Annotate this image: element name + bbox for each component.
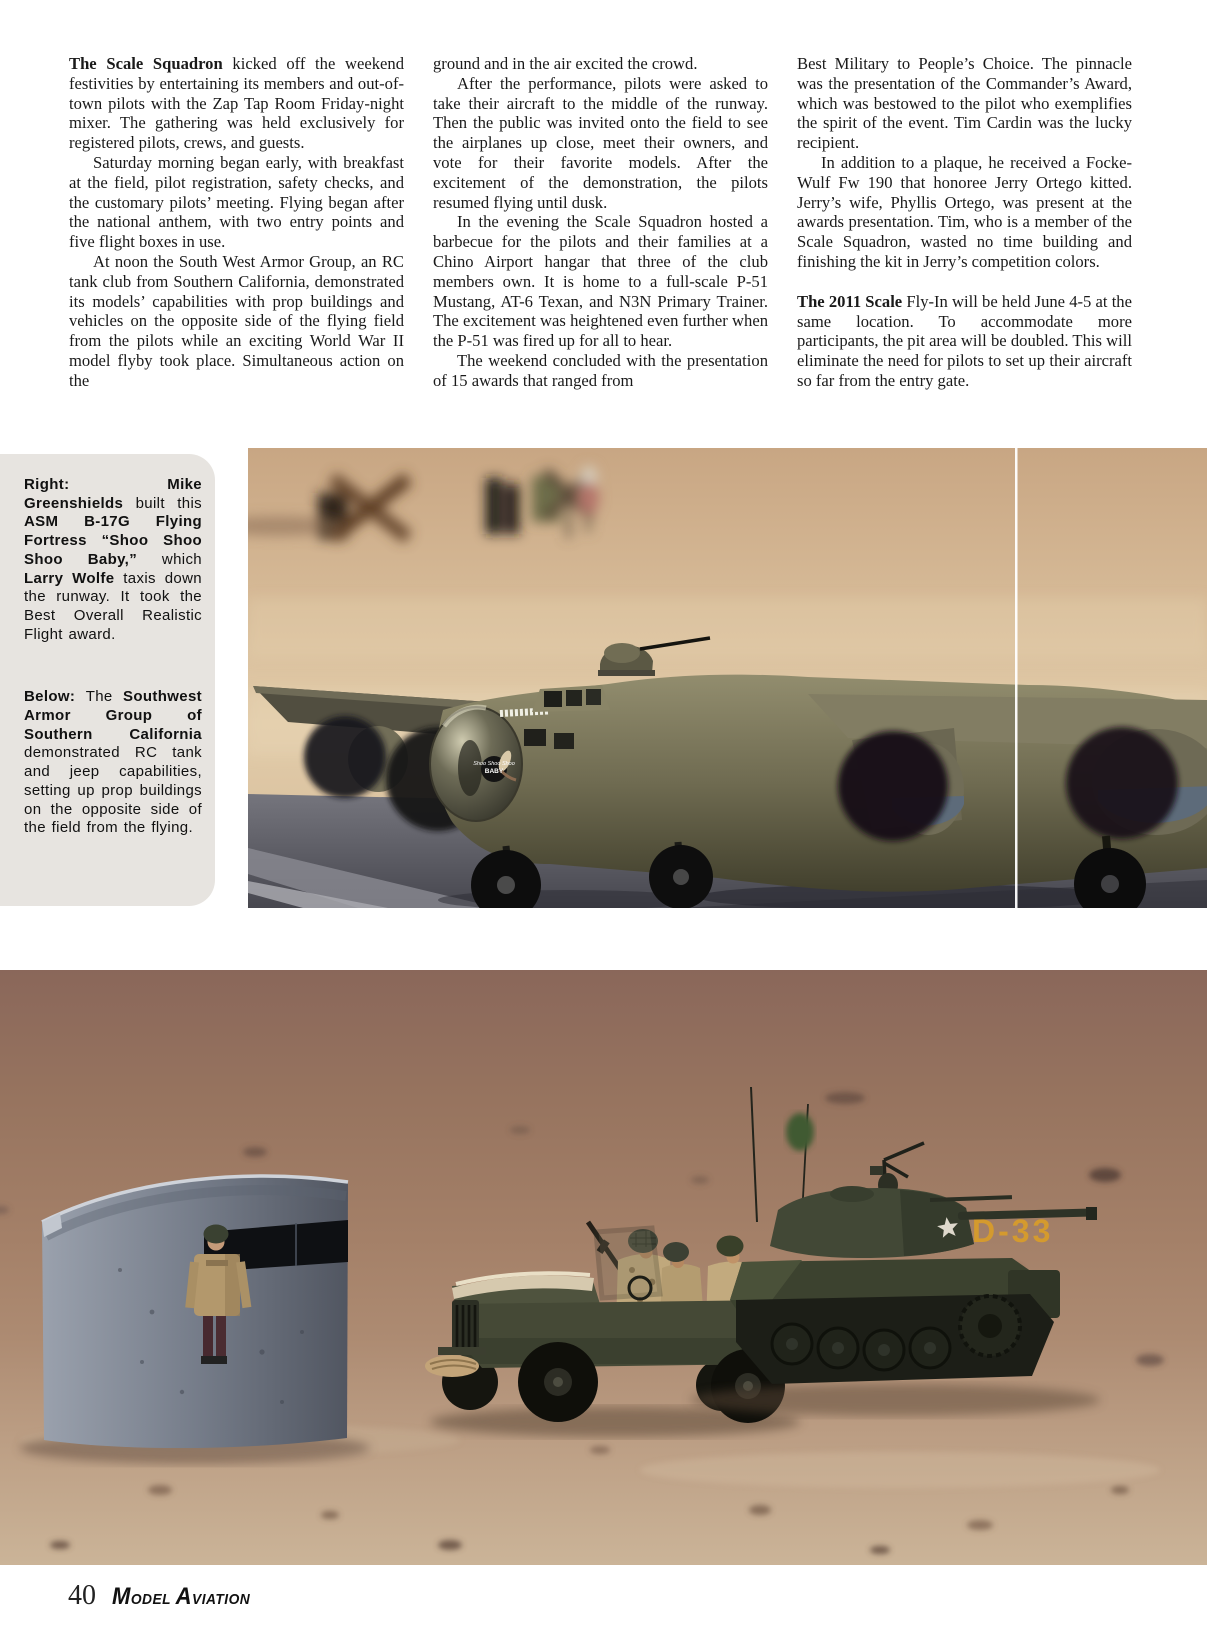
- paragraph: ground and in the air excited the crowd.: [433, 54, 698, 73]
- paragraph: At noon the South West Armor Group, an RC tank club from Southern California, demonstrated its models’ capabilities with prop buildings and vehicles on the opposite side of the flying field from the pilots while an exciting World War II model flyby took place. Simultaneous action on the: [69, 251, 404, 390]
- engine-nacelle-right-inner: [838, 728, 964, 841]
- paragraph: The weekend concluded with the presentation of 15 awards that ranged from: [433, 350, 768, 390]
- armor-photo-illustration: [0, 970, 1207, 1565]
- magazine-logo-word: AVIATION: [175, 1583, 251, 1610]
- caption-bold-text: ASM B-17G Flying Fortress “Shoo Shoo Shoo Baby,”: [24, 513, 202, 568]
- article-column-2: [433, 54, 768, 391]
- paragraph-lead: The 2011 Scale: [797, 291, 903, 311]
- tank-marking-text: D-33: [972, 1213, 1054, 1249]
- caption-right: [24, 476, 202, 644]
- nose-art-name-line1: Shoo Shoo Shoo: [473, 761, 515, 767]
- camo-foliage: [786, 1113, 814, 1151]
- soldier-helmet: [204, 1225, 229, 1244]
- caption-bold-text: Larry Wolfe: [24, 569, 115, 587]
- prop-building-cylinder: [20, 1176, 370, 1464]
- paragraph: Saturday morning began early, with breakfast at the field, pilot registration, safety checks, and the customary pilots’ meeting. Flying began after the national anthem, with two entry points and five flight boxes in use.: [69, 152, 404, 252]
- b17-photo-illustration: [248, 448, 1207, 908]
- paragraph: After the performance, pilots were asked to take their aircraft to the middle of the runway. Then the public was invited onto the field to see the airplanes up close, meet their owners, and vote for their favorite models. After the excitement of the demonstration, the pilots resumed flying until dusk.: [433, 73, 768, 212]
- magazine-logo: [112, 1583, 255, 1611]
- cheek-window: [554, 733, 574, 749]
- cockpit-windows: [532, 685, 610, 712]
- paragraph-lead: The Scale Squadron: [69, 54, 223, 73]
- caption-bold-text: Right: Mike Greenshields: [24, 476, 202, 512]
- article-body: [69, 54, 1133, 391]
- magazine-logo-word: MODEL: [112, 1583, 172, 1610]
- propeller-blur: [304, 716, 386, 798]
- nose-art-name-line2: BABY: [484, 768, 504, 775]
- paragraph-text: Fly-In will be held June 4-5 at the same location. To accommodate more participants, the pit area will be doubled. This will eliminate the need for pilots to set up their aircraft so far from the entry gate.: [797, 291, 1132, 390]
- article-column-1: [69, 54, 404, 391]
- caption-bold-text: Southwest Armor Group of Southern California: [24, 688, 202, 743]
- page-number: 40: [68, 1580, 96, 1611]
- paragraph: Best Military to People’s Choice. The pinnacle was the presentation of the Commander’s Award, which was bestowed to the pilot who exemplifies the spirit of the event. Tim Cardin was the lucky recipient.: [797, 54, 1132, 153]
- paragraph-text: kicked off the weekend festivities by entertaining its members and out-of-town pilots with the Zap Tap Room Friday-night mixer. The gathering was held exclusively for registered pilots, crews, and guests.: [69, 54, 404, 153]
- page-footer: [68, 1580, 267, 1612]
- engine-nacelle-right-outer: [1066, 727, 1207, 839]
- rc-armor-photo: [0, 970, 1207, 1565]
- caption-below: [24, 688, 202, 838]
- caption-text: taxis down the runway. It took the Best Overall Realistic Flight award.: [24, 569, 202, 643]
- article-column-3: [797, 54, 1132, 391]
- caption-text: built this: [123, 494, 202, 512]
- cheek-window: [524, 729, 546, 746]
- page-fold-line: [1015, 448, 1018, 908]
- caption-text: demonstrated RC tank and jeep capabilities, setting up prop buildings on the opposite side of the field from the flying.: [24, 744, 202, 837]
- b17-taxi-photo: [248, 448, 1207, 908]
- paragraph: In the evening the Scale Squadron hosted a barbecue for the pilots and their families at a Chino Airport hangar that three of the club members own. It is home to a full-scale P-51 Mustang, AT-6 Texan, and N3N Primary Trainer. The excitement was heightened even further when the P-51 was fired up for all to hear.: [433, 212, 768, 351]
- caption-text: The: [85, 688, 123, 706]
- paragraph: [69, 54, 404, 153]
- caption-bold-text: Below:: [24, 688, 86, 706]
- photo-caption-box: [0, 454, 215, 906]
- paragraph: In addition to a plaque, he received a Focke-Wulf Fw 190 that honoree Jerry Ortego kitted. Jerry’s wife, Phyllis Ortego, was present at the awards presentation. Tim, who is a member of the Scale Squadron, wasted no time building and finishing the kit in Jerry’s competition colors.: [797, 152, 1132, 271]
- paragraph: [797, 292, 1132, 391]
- caption-text: which: [137, 550, 202, 568]
